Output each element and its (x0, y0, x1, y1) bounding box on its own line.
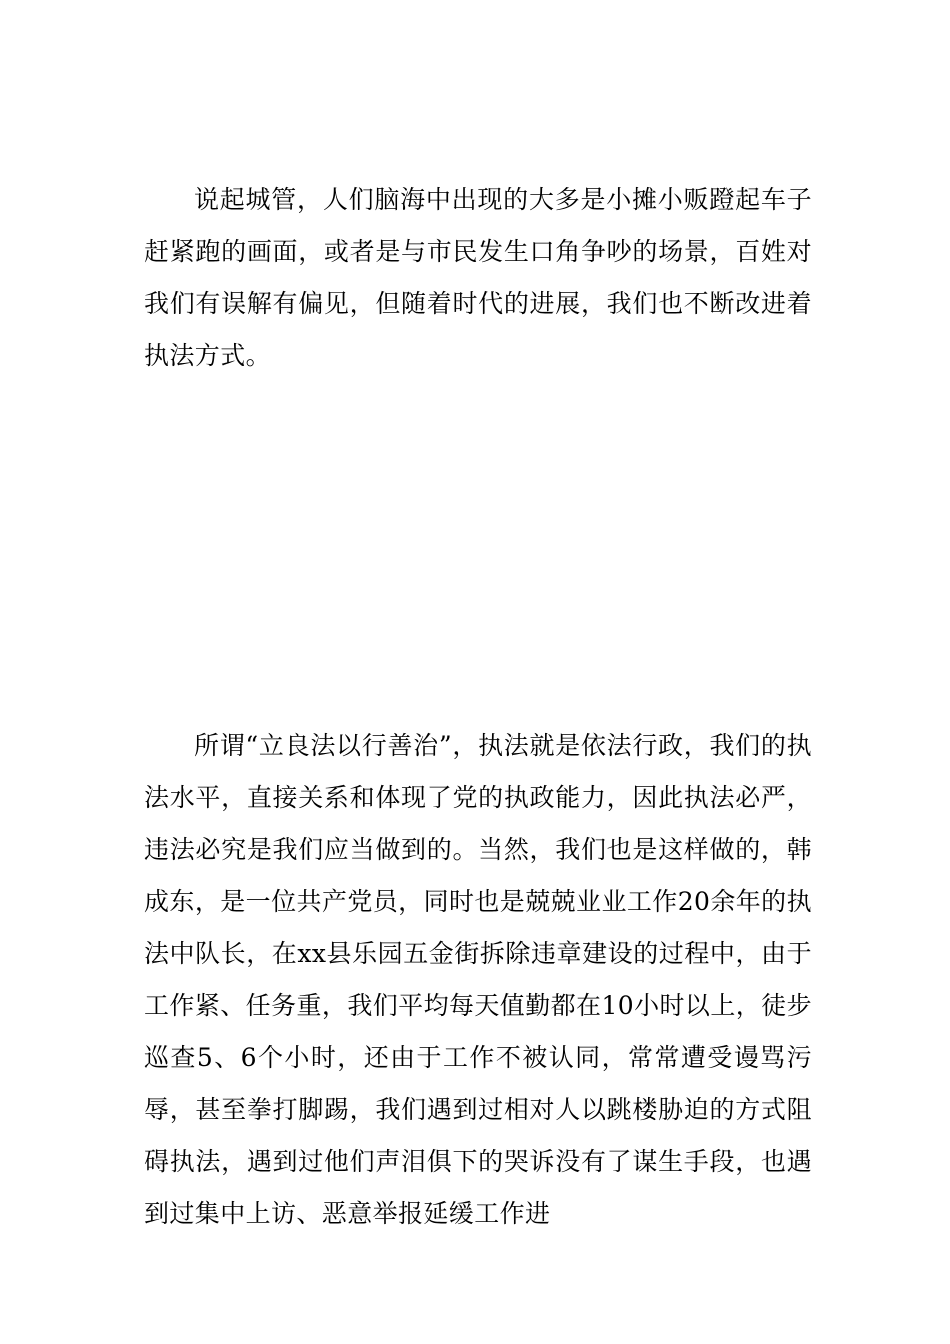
paragraph-intro: 说起城管，人们脑海中出现的大多是小摊小贩蹬起车子赶紧跑的画面，或者是与市民发生口角争吵的场景，百姓对我们有误解有偏见，但随着时代的进展，我们也不断改进着执法方式。 (144, 185, 812, 370)
paragraph-law-enforcement: 所谓“立良法以行善治”，执法就是依法行政，我们的执法水平，直接关系和体现了党的执政能力，因此执法必严，违法必究是我们应当做到的。当然，我们也是这样做的，韩成东，是一位共产党员，同时也是兢兢业业工作20余年的执法中队长，在xx县乐园五金街拆除违章建设的过程中，由于工作紧、任务重，我们平均每天值勤都在10小时以上，徒步巡查5、6个小时，还由于工作不被认同，常常遭受谩骂污辱，甚至拳打脚踢，我们遇到过相对人以跳楼胁迫的方式阻碍执法，遇到过他们声泪俱下的哭诉没有了谋生手段，也遇到过集中上访、恶意举报延缓工作进 (144, 731, 812, 1228)
